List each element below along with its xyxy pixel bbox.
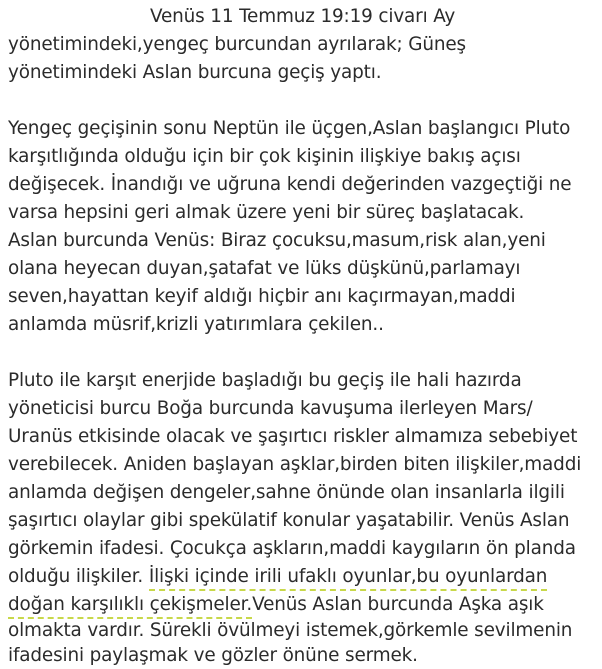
paragraph-3-line-10: olmakta vardır. Sürekli övülmeyi istemek,görkemle sevilmenin <box>8 620 573 641</box>
paragraph-2-line-5: Aslan burcunda Venüs: Biraz çocuksu,masum,risk alan,yeni <box>8 230 546 251</box>
paragraph-2-line-6: olana heyecan duyan,şatafat ve lüks düşkünü,parlamayı <box>8 258 521 279</box>
paragraph-3-line-5: anlamda değişen dengeler,sahne önünde olan insanlarla ilgili <box>8 482 565 503</box>
paragraph-3-line-1: Pluto ile karşıt enerjide başladığı bu geçiş ile hali hazırda <box>8 370 522 391</box>
paragraph-1-line-1: Venüs 11 Temmuz 19:19 civarı Ay <box>150 6 456 27</box>
plain-text: olduğu ilişkiler. <box>8 566 149 587</box>
paragraph-2-line-7: seven,hayattan keyif aldığı hiçbir anı kaçırmayan,maddi <box>8 286 516 307</box>
paragraph-3-line-8 <box>8 564 547 590</box>
paragraph-3-line-3: Uranüs etkisinde olacak ve şaşırtıcı riskler almamıza sebebiyet <box>8 426 578 447</box>
paragraph-3-line-11: ifadesini paylaşmak ve gözler önüne sermek. <box>8 645 418 666</box>
paragraph-2-line-8: anlamda müsrif,krizli yatırımlara çekilen.. <box>8 314 384 335</box>
paragraph-2-line-3: değişecek. İnandığı ve uğruna kendi değerinden vazgeçtiği ne <box>8 174 572 195</box>
highlighted-text[interactable]: doğan karşılıklı çekişmeler. <box>8 594 253 615</box>
paragraph-3-line-6: şaşırtıcı olaylar gibi spekülatif konular yaşatabilir. Venüs Aslan <box>8 510 570 531</box>
paragraph-3-line-2: yöneticisi burcu Boğa burcunda kavuşuma ilerleyen Mars/ <box>8 398 533 419</box>
paragraph-1-line-2: yönetimindeki,yengeç burcundan ayrılarak; Güneş <box>8 34 466 55</box>
paragraph-1-line-3: yönetimindeki Aslan burcuna geçiş yaptı. <box>8 62 382 83</box>
highlighted-text[interactable]: İlişki içinde irili ufaklı oyunlar,bu oyunlardan <box>148 566 548 587</box>
paragraph-3-line-9 <box>8 592 544 618</box>
plain-text: Venüs Aslan burcunda Aşka aşık <box>252 594 544 615</box>
paragraph-2-line-4: varsa hepsini geri almak üzere yeni bir süreç başlatacak. <box>8 202 525 223</box>
paragraph-3-line-7: görkemin ifadesi. Çocukça aşkların,maddi kaygıların ön planda <box>8 538 576 559</box>
paragraph-2-line-2: karşıtlığında olduğu için bir çok kişinin ilişkiye bakış açısı <box>8 146 521 167</box>
paragraph-3-line-4: verebilecek. Aniden başlayan aşklar,birden biten ilişkiler,maddi <box>8 454 582 475</box>
paragraph-2-line-1: Yengeç geçişinin sonu Neptün ile üçgen,Aslan başlangıcı Pluto <box>8 118 571 139</box>
